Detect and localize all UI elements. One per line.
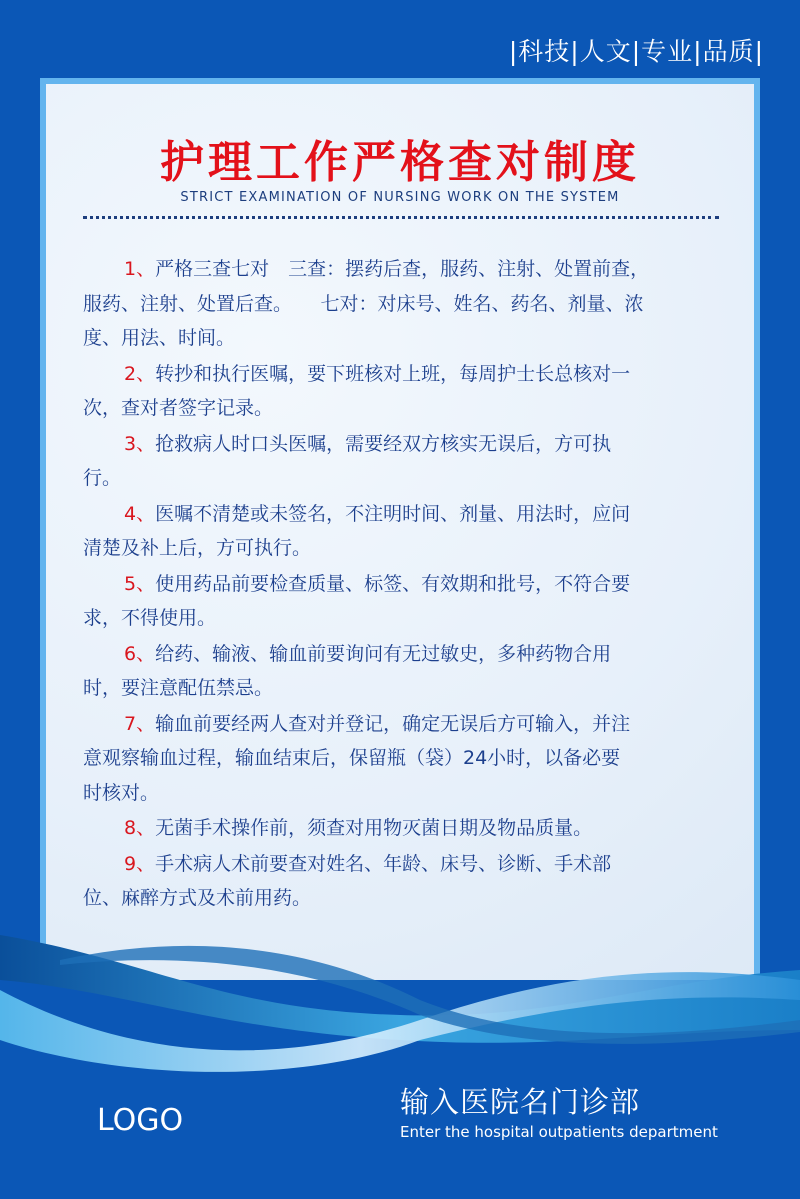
rule-line (83, 531, 723, 566)
rule-line (83, 497, 723, 532)
rule-line (83, 671, 723, 706)
dotted-divider (83, 216, 719, 219)
rule-line (83, 391, 723, 426)
rule-number: 1、 (124, 258, 156, 280)
rule-text: 服药、注射、处置后查。 七对：对床号、姓名、药名、剂量、浓 (83, 292, 644, 315)
rule-number: 4、 (124, 502, 156, 525)
rule-item (83, 847, 723, 916)
logo: LOGO (97, 1103, 184, 1138)
rule-text: 无菌手术操作前，须查对用物灭菌日期及物品质量。 (155, 817, 593, 839)
page-subtitle: STRICT EXAMINATION OF NURSING WORK ON THE SYSTEM (180, 190, 620, 205)
rule-number: 8、 (124, 817, 156, 839)
rules-list (83, 252, 723, 917)
rule-line (83, 741, 723, 776)
rule-item (83, 427, 723, 496)
rule-text: 度、用法、时间。 (83, 327, 236, 349)
rule-text: 时核对。 (83, 781, 160, 804)
page-title: 护理工作严格查对制度 (160, 137, 640, 188)
rule-item (83, 357, 723, 426)
rule-number: 6、 (124, 642, 156, 665)
rule-line (83, 637, 723, 672)
rule-line (83, 847, 723, 882)
rule-line (83, 601, 723, 636)
rule-item (83, 252, 723, 356)
rule-line (83, 321, 723, 356)
rule-text: 位、麻醉方式及术前用药。 (83, 887, 312, 909)
rule-number: 2、 (124, 362, 156, 385)
rule-item (83, 707, 723, 811)
rule-item (83, 567, 723, 636)
rule-text: 意观察输血过程，输血结束后，保留瓶（袋）24小时，以备必要 (83, 747, 621, 769)
rule-line (83, 461, 723, 496)
rule-text: 给药、输液、输血前要询问有无过敏史，多种药物合用 (155, 642, 612, 665)
wave-decoration (0, 920, 800, 1090)
rule-item (83, 637, 723, 706)
tagline: |科技|人文|专业|品质| (508, 37, 764, 66)
rule-text: 求，不得使用。 (83, 607, 217, 629)
rule-item (83, 811, 723, 846)
rule-text: 严格三查七对 三查：摆药后查，服药、注射、处置前查， (155, 258, 650, 280)
rule-text: 手术病人术前要查对姓名、年龄、床号、诊断、手术部 (155, 852, 612, 875)
rule-line (83, 776, 723, 811)
rule-line (83, 252, 723, 287)
rule-item (83, 497, 723, 566)
rule-line (83, 287, 723, 322)
hospital-name-en: Enter the hospital outpatients department (400, 1123, 718, 1141)
rule-text: 转抄和执行医嘱，要下班核对上班，每周护士长总核对一 (155, 362, 631, 385)
rule-number: 3、 (124, 432, 156, 455)
hospital-name: 输入医院名门诊部 (400, 1085, 641, 1119)
rule-text: 时，要注意配伍禁忌。 (83, 677, 274, 699)
rule-line (83, 427, 723, 462)
rule-number: 5、 (124, 572, 156, 595)
rule-number: 9、 (124, 852, 156, 875)
rule-text: 抢救病人时口头医嘱，需要经双方核实无误后，方可执 (155, 432, 612, 455)
rule-text: 次，查对者签字记录。 (83, 397, 274, 419)
rule-text: 清楚及补上后，方可执行。 (83, 537, 312, 559)
rule-line (83, 707, 723, 742)
rule-number: 7、 (124, 712, 156, 735)
rule-text: 输血前要经两人查对并登记，确定无误后方可输入，并注 (155, 712, 631, 735)
rule-text: 使用药品前要检查质量、标签、有效期和批号，不符合要 (155, 572, 631, 595)
rule-line (83, 811, 723, 846)
rule-line (83, 357, 723, 392)
rule-line (83, 881, 723, 916)
rule-text: 行。 (83, 467, 122, 489)
rule-text: 医嘱不清楚或未签名，不注明时间、剂量、用法时，应问 (155, 502, 631, 525)
rule-line (83, 567, 723, 602)
